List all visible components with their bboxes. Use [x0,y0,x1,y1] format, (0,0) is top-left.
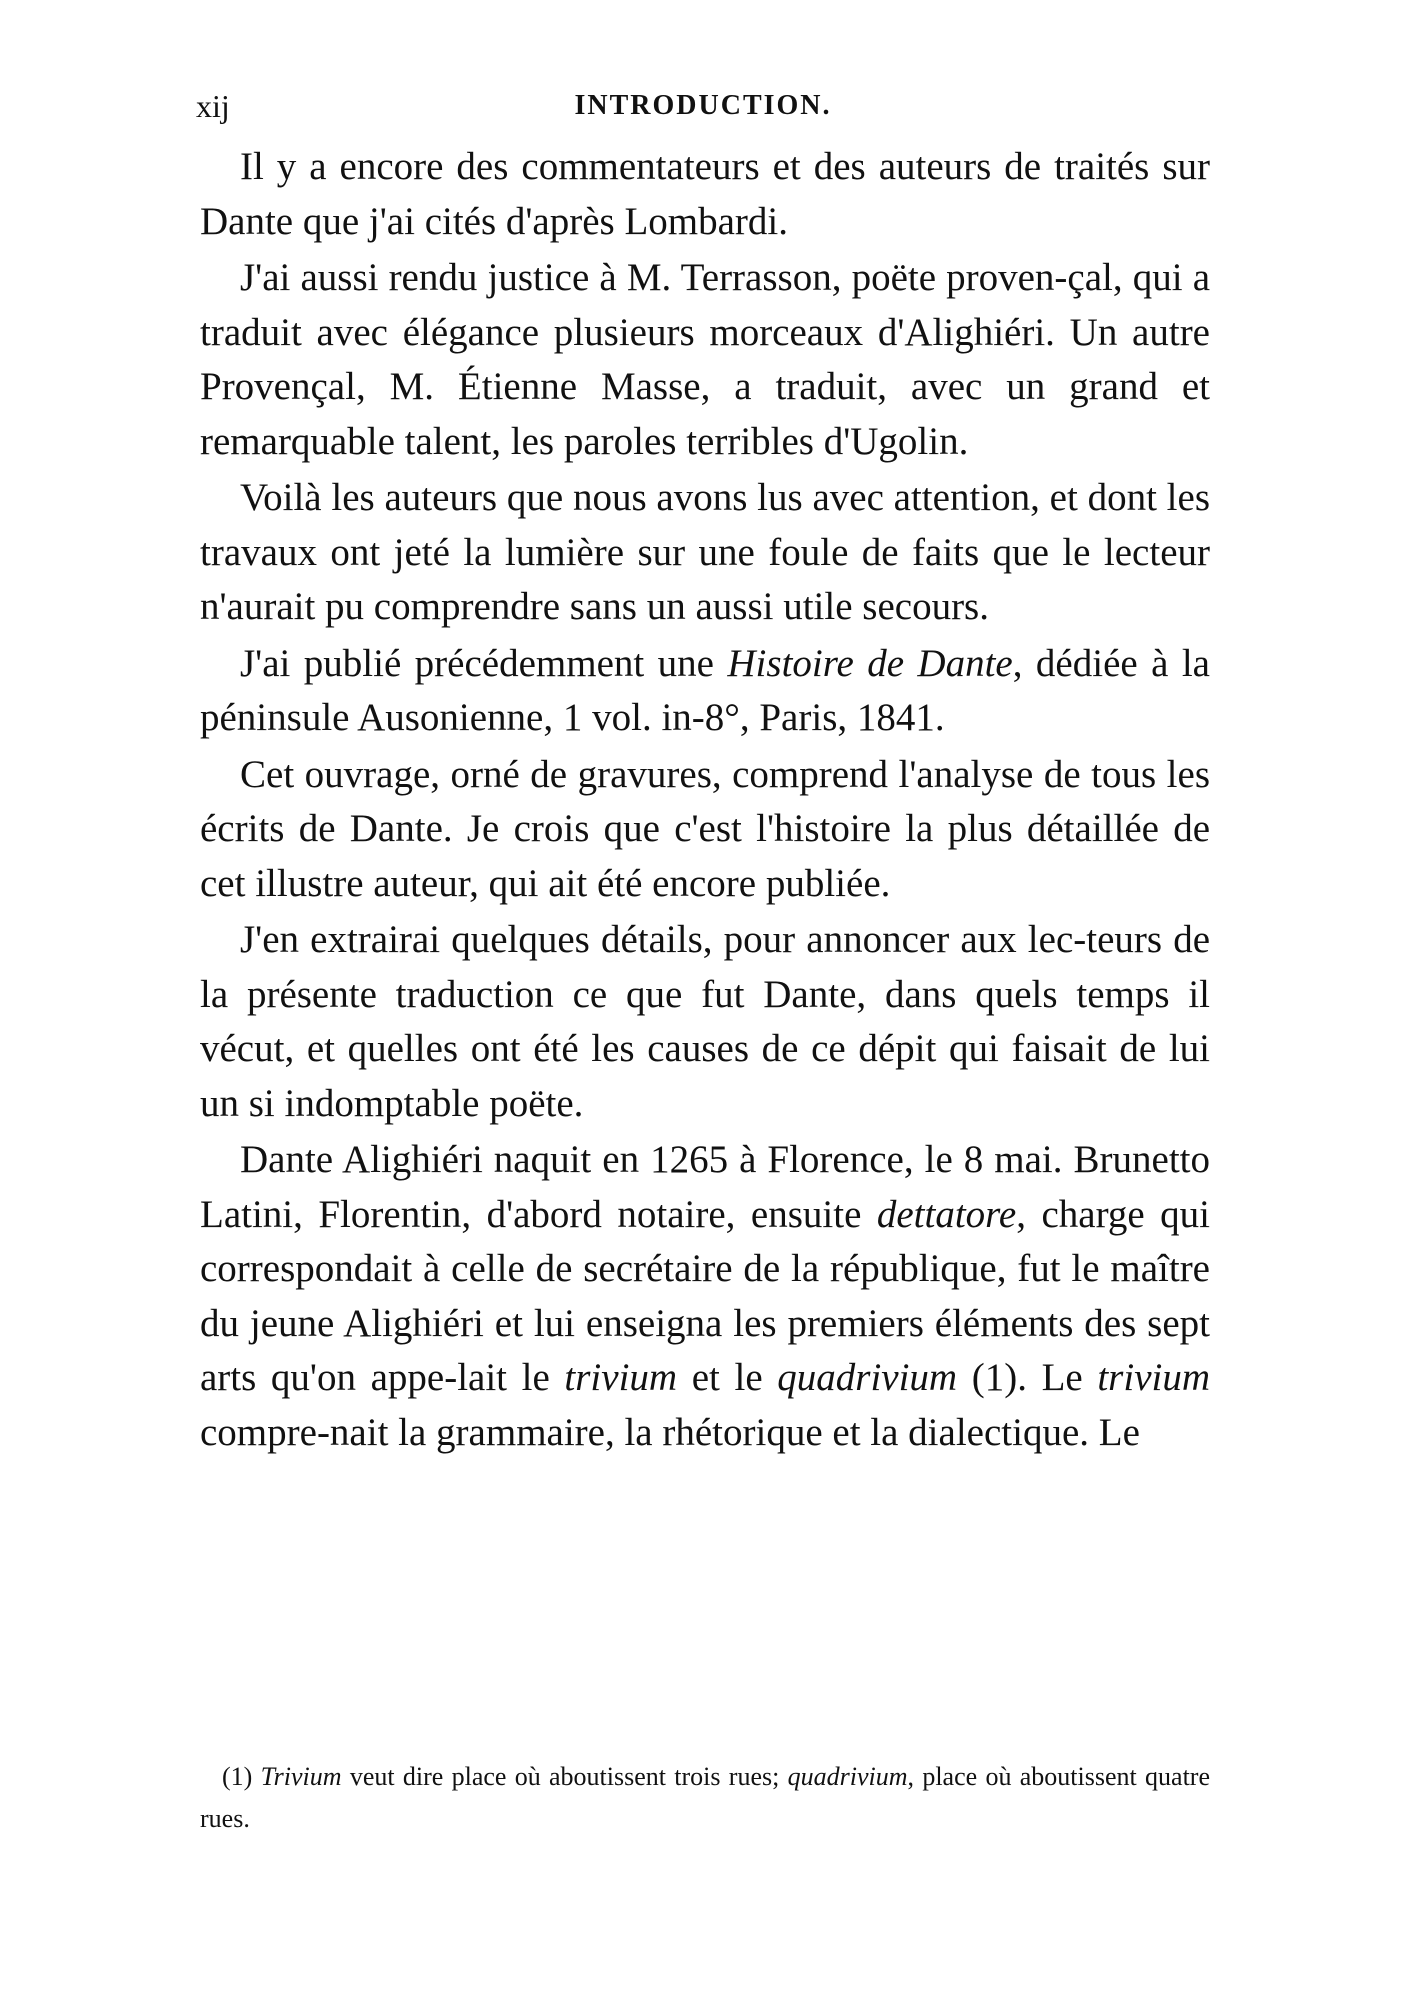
book-title: Histoire de Dante [727,641,1013,685]
paragraph-text: Cet ouvrage, orné de gravures, comprend l'analyse de tous les écrits de Dante. Je crois que c'est l'histoire la plus détaillée de cet illustre auteur, qui ait été encore publiée. [200,752,1210,905]
running-title: INTRODUCTION. [574,90,832,121]
footnote-marker: (1) [222,1762,261,1791]
paragraph-text: J'ai publié précédemment une [240,641,728,685]
italic-term: quadrivium [787,1762,908,1791]
paragraph-authors [200,471,1210,635]
footnotes [200,1756,1210,1840]
paragraph-commentators [200,140,1210,249]
italic-term: Trivium [260,1762,342,1791]
running-head [196,86,1210,126]
paragraph-text: J'ai aussi rendu justice à M. Terrasson, poëte proven-çal, qui a traduit avec élégance plusieurs morceaux d'Alighiéri. Un autre Provençal, M. Étienne Masse, a traduit, avec un grand et remarquable talent, les paroles terribles d'Ugolin. [200,256,1210,463]
paragraph-ouvrage [200,748,1210,912]
paragraph-text: J'en extrairai quelques détails, pour annoncer aux lec-teurs de la présente traduction ce que fut Dante, dans quels temps il vécut, et quelles ont été les causes de ce dépit qui faisait de lui un si indomptable poëte. [200,918,1210,1125]
italic-term: trivium [564,1356,678,1399]
paragraph-extraits [200,913,1210,1131]
paragraph-text: Voilà les auteurs que nous avons lus avec attention, et dont les travaux ont jeté la lumière sur une foule de faits que le lecteur n'aurait pu comprendre sans un aussi utile secours. [200,476,1210,628]
italic-term: quadrivium [777,1356,958,1399]
paragraph-terrasson [200,251,1210,469]
paragraph-text: (1). Le [957,1356,1098,1399]
paragraph-text: Il y a encore des commentateurs et des auteurs de traités sur Dante que j'ai cités d'après Lombardi. [200,145,1210,243]
paragraph-text: et le [677,1356,778,1399]
paragraph-text: Dante Alighiéri naquit en 1265 à Florence, le 8 mai. Brunetto Latini, Florentin, d'abord notaire, ensuite [200,1138,1210,1236]
paragraph-text: , charge qui correspondait à celle de secrétaire de la république, fut le maître du jeune Alighiéri et lui enseigna les premiers éléments des sept arts qu'on appe-lait le [200,1192,1210,1399]
italic-term: trivium [1097,1356,1211,1399]
italic-term: dettatore [876,1192,1017,1236]
paragraph-histoire [200,637,1210,746]
page-number: xij [196,88,230,124]
paragraph-biography [200,1133,1210,1460]
footnote-1 [200,1756,1210,1840]
footnote-text: , place où aboutissent quatre rues. [200,1762,1210,1833]
footnote-text: veut dire place où aboutissent trois rues; [341,1762,788,1791]
body-text [200,140,1210,1462]
paragraph-text: compre-nait la grammaire, la rhétorique et la dialectique. Le [200,1410,1140,1454]
paragraph-text: , dédiée à la péninsule Ausonienne, 1 vol. in-8°, Paris, 1841. [200,641,1210,739]
